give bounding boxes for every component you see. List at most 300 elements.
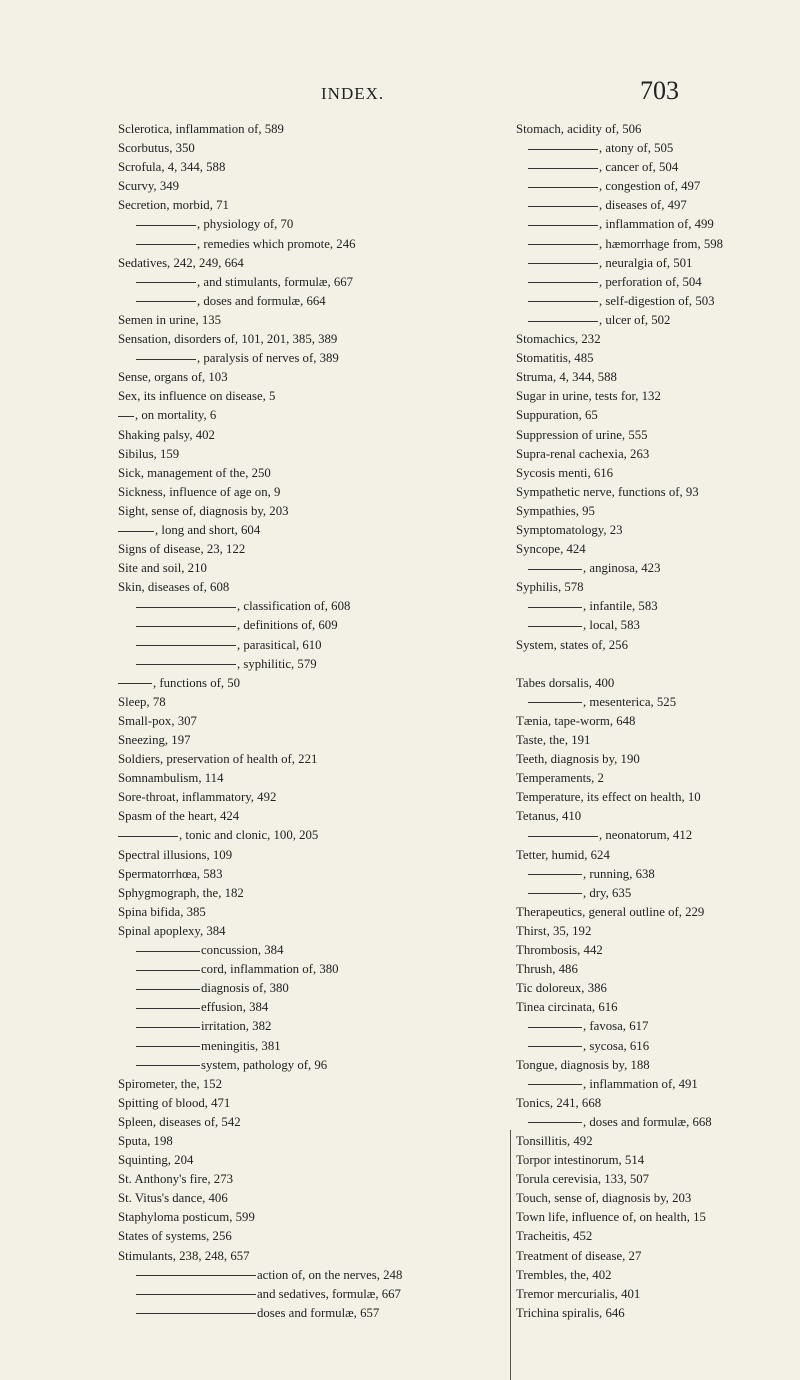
index-entry [516,865,796,884]
ditto-rule [528,626,582,627]
index-entry-text: , physiology of, 70 [197,217,294,232]
index-entry-text: Sleep, 78 [118,694,166,709]
index-entry-text: Stomachics, 232 [516,332,601,347]
ditto-rule [136,1027,200,1028]
index-entry [118,693,508,712]
ditto-rule [136,225,196,226]
index-entry [516,540,796,559]
index-entry [516,979,796,998]
ditto-rule [528,244,598,245]
index-entry [118,578,508,597]
index-entry [516,1247,796,1266]
index-entry-text: Semen in urine, 135 [118,312,222,327]
index-section-gap [516,655,796,674]
ditto-rule [528,187,598,188]
index-entry-text: Sore-throat, inflammatory, 492 [118,790,277,805]
index-entry-text: , and stimulants, formulæ, 667 [197,274,354,289]
index-entry [118,865,508,884]
index-entry-text: Sympathetic nerve, functions of, 93 [516,484,699,499]
ditto-rule [528,225,598,226]
index-entry-text: , cancer of, 504 [599,160,679,175]
index-entry-text: , running, 638 [583,866,655,881]
index-entry [516,750,796,769]
index-entry [516,616,796,635]
ditto-rule [528,168,598,169]
index-entry [516,368,796,387]
ditto-rule [118,683,152,684]
index-entry [118,1094,508,1113]
index-entry [118,616,508,635]
index-entry-text: Sphygmograph, the, 182 [118,885,244,900]
index-entry-text: Sputa, 198 [118,1133,173,1148]
index-entry-text: Signs of disease, 23, 122 [118,542,246,557]
ditto-rule [528,1046,582,1047]
index-entry [516,903,796,922]
index-entry [516,1056,796,1075]
index-entry [118,349,508,368]
index-entry-text: Teeth, diagnosis by, 190 [516,752,640,767]
index-entry-text: Sense, organs of, 103 [118,370,228,385]
index-entry [118,1113,508,1132]
index-entry [118,979,508,998]
index-entry [516,1304,796,1323]
index-entry [516,426,796,445]
index-entry [516,177,796,196]
index-entry [516,1113,796,1132]
index-entry-text: Sugar in urine, tests for, 132 [516,389,661,404]
index-entry-text: Suppression of urine, 555 [516,427,648,442]
index-entry [516,1132,796,1151]
ditto-rule [528,263,598,264]
index-entry [118,655,508,674]
index-entry-text: Therapeutics, general outline of, 229 [516,904,705,919]
page-number: 703 [640,76,679,105]
ditto-rule [136,951,200,952]
index-entry [118,1037,508,1056]
index-entry [118,788,508,807]
index-entry [118,769,508,788]
index-entry-text: Sycosis menti, 616 [516,465,614,480]
index-entry [118,426,508,445]
index-entry [118,922,508,941]
index-entry [118,235,508,254]
index-entry [118,1304,508,1323]
index-entry [516,578,796,597]
index-entry-text: , congestion of, 497 [599,179,701,194]
index-entry [516,292,796,311]
index-entry-text: doses and formulæ, 657 [257,1305,380,1320]
index-entry [118,215,508,234]
index-entry-text: Small-pox, 307 [118,713,197,728]
index-entry [516,254,796,273]
index-entry-text: Staphyloma posticum, 599 [118,1210,255,1225]
index-entry [118,1285,508,1304]
index-entry [118,540,508,559]
index-entry-text: Spleen, diseases of, 542 [118,1114,241,1129]
index-entry [516,1151,796,1170]
index-entry-text: , diseases of, 497 [599,198,687,213]
index-entry [118,674,508,693]
ditto-rule [528,893,582,894]
index-entry [118,998,508,1017]
index-entry-text: , ulcer of, 502 [599,312,671,327]
index-entry [516,597,796,616]
index-entry [516,387,796,406]
index-entry-text: Torula cerevisia, 133, 507 [516,1172,650,1187]
index-entry [118,884,508,903]
index-entry [516,502,796,521]
index-entry [118,330,508,349]
index-entry-text: , self-digestion of, 503 [599,293,715,308]
index-entry [118,368,508,387]
index-entry [516,1285,796,1304]
ditto-rule [528,1027,582,1028]
index-entry-text: Spasm of the heart, 424 [118,809,240,824]
index-entry [516,1227,796,1246]
index-entry [516,1075,796,1094]
index-entry-text: System, states of, 256 [516,637,628,652]
index-entry [516,311,796,330]
index-entry-text: St. Anthony's fire, 273 [118,1172,233,1187]
index-entry [118,196,508,215]
index-entry-text: Tinea circinata, 616 [516,1000,618,1015]
index-entry [118,1208,508,1227]
ditto-rule [136,607,236,608]
index-entry-text: St. Vitus's dance, 406 [118,1191,228,1206]
ditto-rule [118,836,178,837]
ditto-rule [118,416,134,417]
ditto-rule [136,244,196,245]
ditto-rule [528,569,582,570]
index-entry-text: concussion, 384 [201,943,284,958]
index-entry-text: , doses and formulæ, 664 [197,293,326,308]
index-entry [118,1132,508,1151]
ditto-rule [136,1065,200,1066]
index-entry [516,445,796,464]
index-entry [118,903,508,922]
index-entry [516,769,796,788]
index-entry [118,139,508,158]
index-entry-text: Supra-renal cachexia, 263 [516,446,650,461]
index-entry-text: Spinal apoplexy, 384 [118,923,226,938]
index-entry-text: , paralysis of nerves of, 389 [197,351,339,366]
index-entry-text: Spermatorrhœa, 583 [118,866,223,881]
index-entry-text: , classification of, 608 [237,599,351,614]
index-entry-text: system, pathology of, 96 [201,1057,328,1072]
index-entry [516,884,796,903]
index-entry [118,292,508,311]
index-entry-text: Sclerotica, inflammation of, 589 [118,122,284,136]
index-entry-text: Taste, the, 191 [516,733,591,747]
ditto-rule [528,1084,582,1085]
ditto-rule [528,607,582,608]
index-entry-text: Sickness, influence of age on, 9 [118,484,281,499]
index-entry [516,1266,796,1285]
index-entry-text: Tremor mercurialis, 401 [516,1286,641,1301]
ditto-rule [136,664,236,665]
index-entry-text: meningitis, 381 [201,1038,281,1053]
index-entry [516,139,796,158]
index-entry-text: , neonatorum, 412 [599,828,693,843]
index-entry [118,941,508,960]
index-entry [118,1227,508,1246]
index-entry [118,483,508,502]
index-entry [118,807,508,826]
index-column-right [516,120,796,1323]
index-entry-text: Sensation, disorders of, 101, 201, 385, 389 [118,332,338,347]
index-entry-text: , inflammation of, 491 [583,1076,698,1091]
index-entry-text: , hæmorrhage from, 598 [599,236,724,251]
index-entry-text: , dry, 635 [583,885,632,900]
ditto-rule [528,874,582,875]
index-entry-text: Spirometer, the, 152 [118,1076,222,1091]
index-entry [516,559,796,578]
index-entry [118,502,508,521]
index-entry-text: Tonsillitis, 492 [516,1133,593,1148]
index-entry-text: Sight, sense of, diagnosis by, 203 [118,503,289,518]
ditto-rule [528,301,598,302]
index-entry-text: Sex, its influence on disease, 5 [118,389,276,404]
ditto-rule [136,989,200,990]
index-entry [516,158,796,177]
index-entry [516,846,796,865]
index-entry [516,807,796,826]
ditto-rule [528,282,598,283]
index-entry-text: Spina bifida, 385 [118,904,206,919]
ditto-rule [118,531,154,532]
index-entry-text: Town life, influence of, on health, 15 [516,1210,706,1225]
index-entry-text: , doses and formulæ, 668 [583,1114,712,1129]
index-entry-text: Sympathies, 95 [516,503,595,518]
ditto-rule [528,321,598,322]
index-entry [118,636,508,655]
index-entry [516,1189,796,1208]
index-entry-text: Sick, management of the, 250 [118,465,271,480]
index-entry-text: Treatment of disease, 27 [516,1248,642,1263]
index-entry-text: Syphilis, 578 [516,580,584,595]
index-entry [516,1017,796,1036]
index-entry [118,1189,508,1208]
index-entry-text: Stomach, acidity of, 506 [516,122,642,136]
index-entry-text: , neuralgia of, 501 [599,255,693,270]
index-entry-text: , perforation of, 504 [599,274,702,289]
index-entry-text: action of, on the nerves, 248 [257,1267,403,1282]
index-entry [118,1017,508,1036]
index-entry-text: Scurvy, 349 [118,179,180,194]
index-entry [516,826,796,845]
index-entry-text: Skin, diseases of, 608 [118,580,230,595]
index-entry [516,1037,796,1056]
running-head [0,76,800,106]
index-entry-text: , remedies which promote, 246 [197,236,356,251]
index-entry [516,1208,796,1227]
index-entry-text: Touch, sense of, diagnosis by, 203 [516,1191,692,1206]
index-entry-text: Shaking palsy, 402 [118,427,215,442]
index-entry-text: , parasitical, 610 [237,637,322,652]
index-entry-text: cord, inflammation of, 380 [201,962,339,977]
ditto-rule [136,645,236,646]
index-entry-text: , functions of, 50 [153,675,241,690]
index-entry [516,483,796,502]
index-entry [118,597,508,616]
index-entry-text: Tetanus, 410 [516,809,582,824]
ditto-rule [528,206,598,207]
index-entry [118,387,508,406]
index-entry [118,826,508,845]
index-entry-text: Torpor intestinorum, 514 [516,1153,645,1168]
index-entry [118,559,508,578]
index-entry-text: Spitting of blood, 471 [118,1095,231,1110]
index-entry [516,788,796,807]
index-entry-text: Stimulants, 238, 248, 657 [118,1248,250,1263]
ditto-rule [136,1313,256,1314]
index-entry [516,120,796,139]
ditto-rule [528,836,598,837]
index-entry [516,521,796,540]
ditto-rule [528,149,598,150]
index-entry-text: Tabes dorsalis, 400 [516,675,615,690]
index-entry-text: Scrofula, 4, 344, 588 [118,160,226,175]
index-entry-text: Struma, 4, 344, 588 [516,370,617,385]
index-entry [118,464,508,483]
index-entry-text: Secretion, morbid, 71 [118,198,229,213]
index-entry [118,1056,508,1075]
index-entry-text: Tetter, humid, 624 [516,847,610,862]
index-entry [118,1151,508,1170]
index-entry-text: , anginosa, 423 [583,561,661,576]
index-entry-text: Thirst, 35, 192 [516,923,592,938]
index-entry-text: Trembles, the, 402 [516,1267,612,1282]
index-entry-text: Tic doloreux, 386 [516,981,607,996]
index-entry [118,521,508,540]
index-entry-text: effusion, 384 [201,1000,269,1015]
index-entry [516,1170,796,1189]
index-entry [516,998,796,1017]
index-entry [516,273,796,292]
index-entry [118,846,508,865]
index-entry-text: , atony of, 505 [599,141,674,156]
index-entry [118,120,508,139]
index-entry-text: Symptomatology, 23 [516,522,623,537]
index-entry-text: , on mortality, 6 [135,408,217,423]
index-entry [118,1170,508,1189]
ditto-rule [136,1008,200,1009]
index-entry [516,960,796,979]
index-entry [118,750,508,769]
index-entry-text: Squinting, 204 [118,1153,194,1168]
ditto-rule [136,1275,256,1276]
index-entry-text: Thrombosis, 442 [516,943,603,958]
index-entry-text: Soldiers, preservation of health of, 221 [118,752,318,767]
index-entry [118,1266,508,1285]
index-entry [118,731,508,750]
ditto-rule [136,1294,256,1295]
index-entry [118,960,508,979]
ditto-rule [136,626,236,627]
index-entry-text: Tracheitis, 452 [516,1229,593,1244]
index-entry [516,349,796,368]
ditto-rule [528,702,582,703]
index-entry [516,712,796,731]
index-entry [516,406,796,425]
page-title: INDEX. [321,84,385,103]
index-entry-text: Tonics, 241, 668 [516,1095,602,1110]
index-entry-text: irritation, 382 [201,1019,272,1034]
index-entry [118,177,508,196]
index-entry-text: , inflammation of, 499 [599,217,714,232]
index-entry [118,445,508,464]
index-entry [118,254,508,273]
index-entry-text: Suppuration, 65 [516,408,598,423]
index-entry [516,330,796,349]
index-column-left [118,120,508,1323]
index-entry-text: , long and short, 604 [155,522,261,537]
ditto-rule [136,282,196,283]
index-entry-text: Spectral illusions, 109 [118,847,233,862]
ditto-rule [136,970,200,971]
index-entry-text: , favosa, 617 [583,1019,649,1034]
index-entry [516,235,796,254]
index-entry-text: Temperaments, 2 [516,771,604,786]
index-entry-text: Temperature, its effect on health, 10 [516,790,701,805]
index-entry-text: and sedatives, formulæ, 667 [257,1286,401,1301]
index-entry-text: Site and soil, 210 [118,561,207,576]
index-entry-text: , definitions of, 609 [237,618,338,633]
ditto-rule [528,1122,582,1123]
index-entry-text: , syphilitic, 579 [237,656,317,671]
index-entry [118,712,508,731]
index-entry [516,941,796,960]
index-entry-text: Sedatives, 242, 249, 664 [118,255,244,270]
index-entry-text: Somnambulism, 114 [118,771,224,786]
index-entry-text: , sycosa, 616 [583,1038,650,1053]
index-entry [118,273,508,292]
index-entry-text: , infantile, 583 [583,599,658,614]
index-entry-text: , mesenterica, 525 [583,694,677,709]
index-entry-text: Tongue, diagnosis by, 188 [516,1057,650,1072]
index-entry [118,158,508,177]
index-entry-text: , tonic and clonic, 100, 205 [179,828,319,843]
ditto-rule [136,1046,200,1047]
index-entry [516,731,796,750]
index-entry-text: Sneezing, 197 [118,733,191,747]
index-entry-text: Trichina spiralis, 646 [516,1305,625,1320]
index-entry [516,1094,796,1113]
index-entry [516,922,796,941]
index-entry [516,215,796,234]
index-entry-text: Stomatitis, 485 [516,351,594,366]
ditto-rule [136,301,196,302]
index-entry-text: Scorbutus, 350 [118,141,195,156]
index-entry-text: Syncope, 424 [516,542,586,557]
index-entry-text: Thrush, 486 [516,962,578,977]
index-entry [516,636,796,655]
index-entry [516,196,796,215]
index-entry [118,1075,508,1094]
index-entry [516,674,796,693]
index-entry [118,311,508,330]
index-entry-text: diagnosis of, 380 [201,981,289,996]
ditto-rule [136,359,196,360]
index-entry-text: Tænia, tape-worm, 648 [516,713,636,728]
index-entry [516,464,796,483]
index-entry-text: , local, 583 [583,618,640,633]
index-entry-text: Sibilus, 159 [118,446,180,461]
index-entry [516,693,796,712]
index-entry-text: States of systems, 256 [118,1229,232,1244]
column-divider [510,1130,511,1380]
index-entry [118,1247,508,1266]
